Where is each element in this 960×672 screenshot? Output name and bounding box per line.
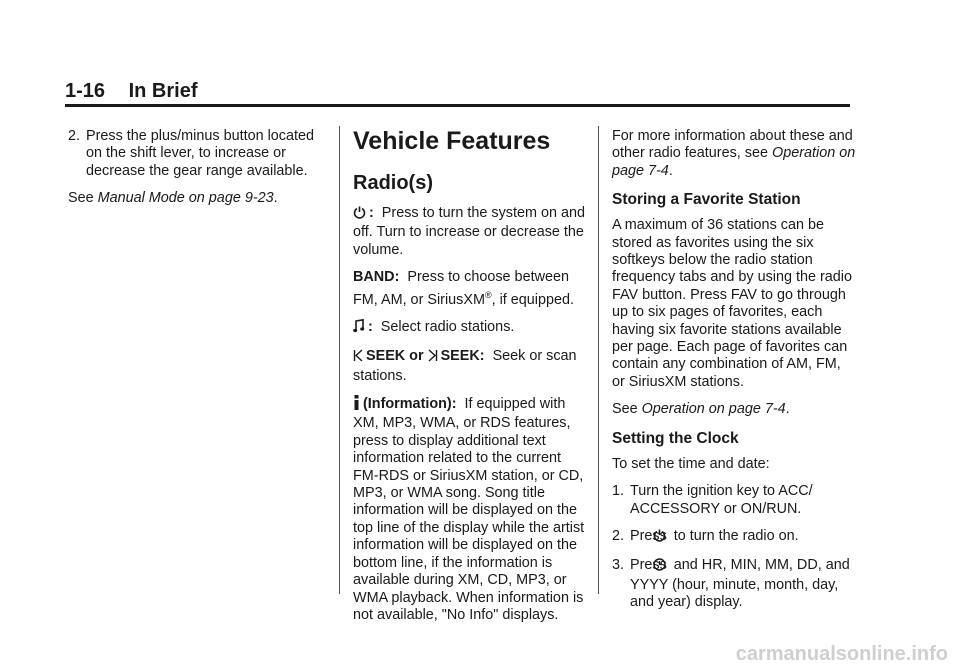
intro-paragraph — [612, 128, 857, 180]
see-reference — [68, 190, 316, 207]
column-left — [68, 128, 316, 218]
intro-link: Operation on page 7-4 — [612, 145, 856, 179]
list-number: 1. — [612, 483, 625, 500]
column-middle — [353, 125, 585, 634]
page-header — [65, 80, 198, 103]
list-number: 2. — [612, 527, 625, 544]
section-heading: Radio(s) — [353, 172, 433, 194]
list-text: Turn the ignition key to ACC/ ACCESSORY or ON/RUN. — [630, 483, 813, 517]
clock-intro: To set the time and date: — [612, 455, 770, 472]
list-text: Press — [630, 557, 667, 574]
list-item — [612, 483, 857, 518]
tune-text: Select radio stations. — [380, 318, 515, 335]
info-icon — [353, 395, 360, 415]
tune-label: : — [368, 318, 373, 335]
seek-back-icon — [353, 349, 363, 367]
band-label: BAND: — [353, 269, 400, 286]
see-prefix: See — [68, 190, 98, 207]
list-number: 3. — [612, 557, 625, 574]
music-note-icon — [353, 319, 365, 338]
info-paragraph — [353, 395, 585, 624]
seek-text: Seek or scan stations. — [353, 348, 577, 384]
seek-forward-icon — [428, 349, 438, 367]
seek-label-a: SEEK or — [366, 348, 424, 365]
seek-label-b: SEEK: — [440, 348, 485, 365]
column-divider — [339, 126, 340, 594]
see-link: Manual Mode on page 9-23 — [97, 190, 274, 207]
list-text: Press the plus/minus button located on the shift lever, to increase or decrease the gear range available. — [86, 128, 314, 179]
clock-heading: Setting the Clock — [612, 429, 739, 447]
column-right — [612, 128, 857, 622]
info-label: (Information): — [363, 396, 457, 413]
list-text: and HR, MIN, MM, DD, and YYYY (hour, minute, month, day, and year) display. — [630, 557, 850, 611]
power-text: Press to turn the system on and off. Turn to increase or decrease the volume. — [353, 205, 585, 258]
intro-suffix: . — [668, 162, 673, 179]
tune-paragraph — [353, 319, 585, 338]
power-label: : — [369, 205, 374, 221]
list-item — [612, 528, 857, 547]
info-text: If equipped with XM, MP3, WMA, or RDS features, press to display additional text information related to the current FM-RDS or SiriusXM station, or CD, MP3, or WMA song. Song title information will be displayed on the top line of the display while the artist information will be displayed on the bottom line, if the information is available during XM, CD, MP3, or WMA playback. When information is not available, "No Info" displays. — [353, 396, 585, 623]
see-prefix: See — [612, 401, 642, 418]
column-divider — [598, 126, 599, 594]
list-item — [612, 557, 857, 611]
seek-paragraph — [353, 348, 585, 385]
list-number: 2. — [68, 128, 81, 144]
page-number: 1-16 — [65, 80, 106, 102]
favorite-text: A maximum of 36 stations can be stored as favorites using the six softkeys below the radio station frequency tabs and by using the radio FAV button. Press FAV to go through up to six pages of favorites, each having six favorite stations available per page. Each page of favorites can contain any combination of AM, FM, or SiriusXM stations. — [612, 217, 853, 390]
power-paragraph — [353, 205, 585, 259]
header-rule — [65, 104, 850, 107]
list-text: Press — [630, 527, 667, 544]
list-item — [68, 128, 316, 180]
favorite-see — [612, 401, 857, 418]
see-suffix: . — [785, 401, 790, 418]
page-title: Vehicle Features — [353, 127, 551, 155]
registered-mark: ® — [484, 289, 492, 300]
section-title: In Brief — [128, 80, 198, 102]
watermark: carmanualsonline.info — [735, 643, 948, 665]
band-text-end: , if equipped. — [491, 291, 574, 308]
see-suffix: . — [273, 190, 278, 207]
see-link: Operation on page 7-4 — [641, 401, 786, 418]
power-icon — [353, 206, 366, 224]
band-paragraph — [353, 269, 585, 309]
band-text: Press to choose between FM, AM, or SiriusXM — [353, 269, 569, 308]
list-text: to turn the radio on. — [673, 527, 799, 544]
favorite-heading: Storing a Favorite Station — [612, 191, 801, 209]
intro-text: For more information about these and other radio features, see — [612, 128, 853, 162]
